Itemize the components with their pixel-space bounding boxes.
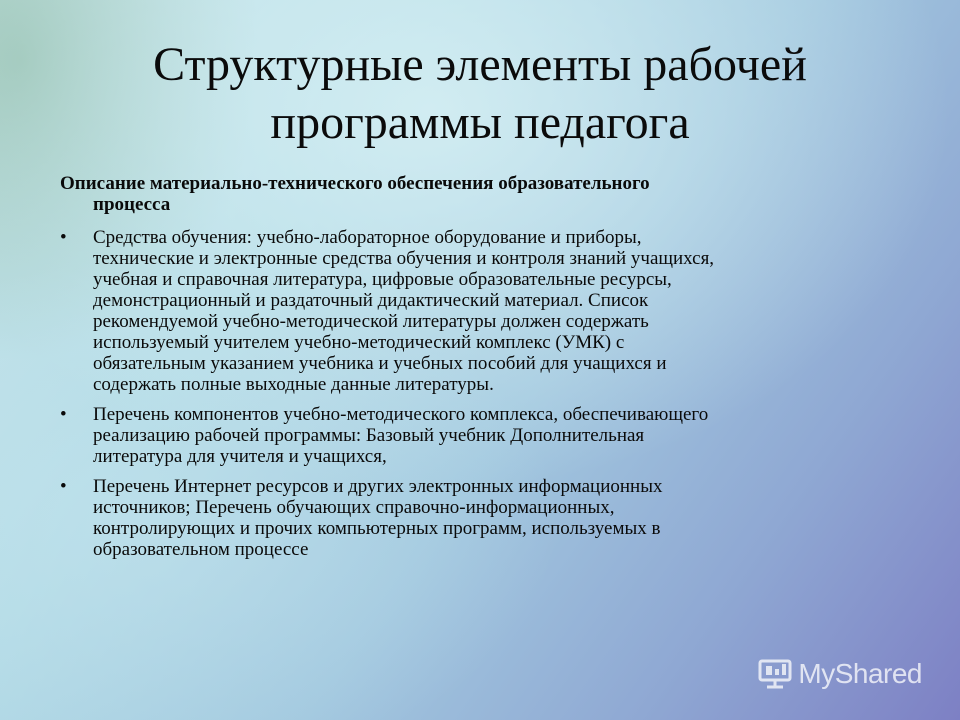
bullet-line: технические и электронные средства обучения и контроля знаний учащихся, xyxy=(93,248,715,269)
section-heading-line: процесса xyxy=(93,194,171,215)
bullet-item xyxy=(60,227,890,395)
bullet-list xyxy=(60,227,890,560)
bullet-item xyxy=(60,476,890,560)
watermark-brand: MyShared xyxy=(798,658,922,689)
bullet-line: литература для учителя и учащихся, xyxy=(93,446,387,467)
bullet-line: демонстрационный и раздаточный дидактический материал. Список xyxy=(93,290,649,311)
slide-content xyxy=(60,173,890,569)
section-heading-line: Описание материально-технического обеспечения образовательного xyxy=(60,173,650,194)
slide-title-line: программы педагога xyxy=(270,96,690,149)
bullet-line: контролирующих и прочих компьютерных программ, используемых в xyxy=(93,518,661,539)
bullet-item xyxy=(60,404,890,467)
bullet-line: рекомендуемой учебно-методической литературы должен содержать xyxy=(93,311,649,332)
bullet-line: используемый учителем учебно-методический комплекс (УМК) с xyxy=(93,332,625,353)
bullet-line: учебная и справочная литература, цифровые образовательные ресурсы, xyxy=(93,269,672,290)
bullet-marker: • xyxy=(60,476,67,497)
bullet-line: Перечень компонентов учебно-методического комплекса, обеспечивающего xyxy=(93,404,709,425)
bullet-line: источников; Перечень обучающих справочно-информационных, xyxy=(93,497,615,518)
slide-title-line: Структурные элементы рабочей xyxy=(153,38,807,91)
bullet-line: содержать полные выходные данные литературы. xyxy=(93,374,494,395)
bullet-line: Средства обучения: учебно-лабораторное оборудование и приборы, xyxy=(93,227,642,248)
myshared-watermark[interactable] xyxy=(758,658,922,690)
bullet-line: реализацию рабочей программы: Базовый учебник Дополнительная xyxy=(93,425,645,446)
section-heading xyxy=(60,173,890,215)
bullet-line: обязательным указанием учебника и учебных пособий для учащихся и xyxy=(93,353,667,374)
bullet-line: образовательном процессе xyxy=(93,539,309,560)
bullet-marker: • xyxy=(60,227,67,248)
presentation-board-icon xyxy=(758,659,792,689)
bullet-marker: • xyxy=(60,404,67,425)
slide-title xyxy=(60,36,900,152)
bullet-line: Перечень Интернет ресурсов и других электронных информационных xyxy=(93,476,663,497)
